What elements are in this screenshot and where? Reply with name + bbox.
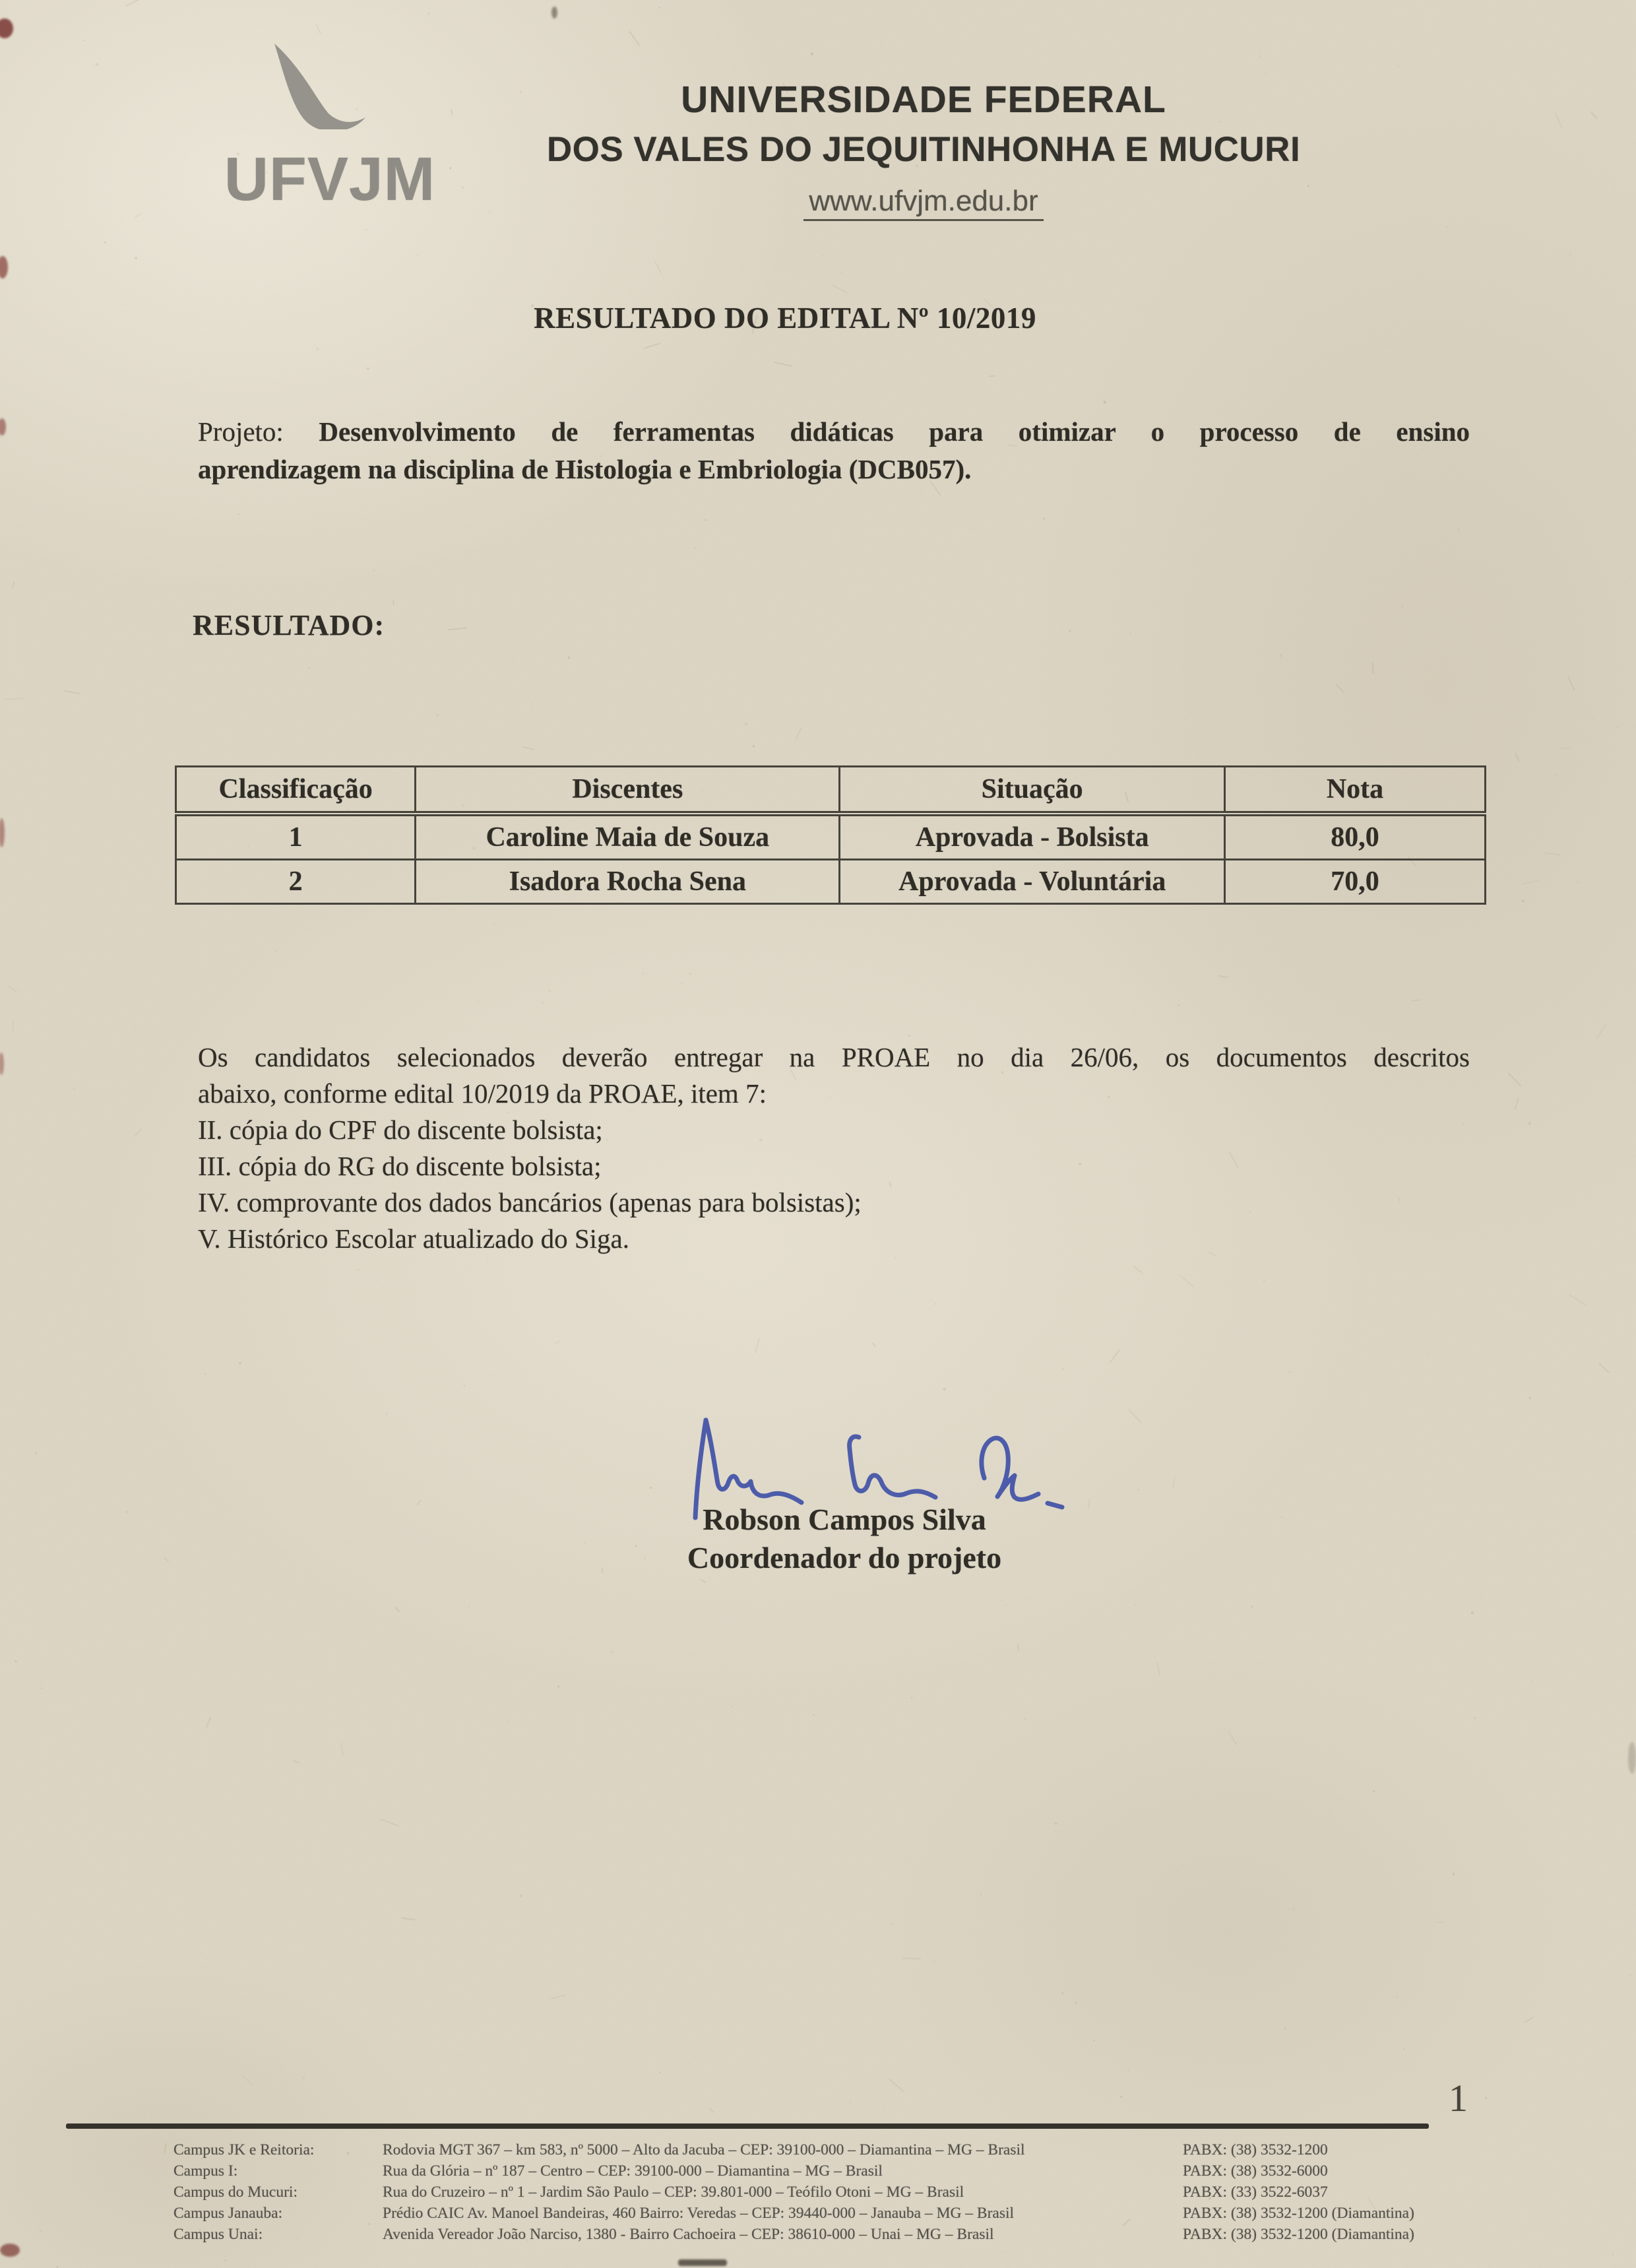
footer-divider — [66, 2123, 1429, 2129]
ufvjm-swoosh-icon — [265, 42, 371, 129]
scan-artifact — [1628, 1742, 1636, 1774]
campus-label: Campus do Mucuri: — [173, 2184, 298, 2201]
footer-row — [173, 2160, 1585, 2182]
column-header-situacao: Situação — [840, 767, 1225, 814]
campus-label: Campus JK e Reitoria: — [173, 2141, 315, 2158]
scan-artifact — [0, 256, 8, 278]
column-header-discentes: Discentes — [416, 767, 840, 814]
footer-addresses — [173, 2139, 1585, 2245]
campus-address: Avenida Vereador João Narciso, 1380 - Bairro Cachoeira – CEP: 38610-000 – Unai – MG – Brasil — [383, 2226, 994, 2243]
scan-artifact — [0, 1053, 4, 1075]
campus-phone: PABX: (33) 3522-6037 — [1183, 2184, 1328, 2201]
campus-phone: PABX: (38) 3532-1200 — [1183, 2141, 1328, 2158]
table-header-row — [176, 767, 1486, 814]
signatory-role: Coordenador do projeto — [687, 1541, 1002, 1574]
campus-label: Campus Janauba: — [173, 2205, 283, 2222]
campus-label: Campus Unai: — [173, 2226, 263, 2243]
university-name-line1: UNIVERSIDADE FEDERAL — [681, 79, 1166, 121]
project-description-line2: aprendizagem na disciplina de Histologia e Embriologia (DCB057). — [198, 454, 972, 484]
footer-row — [173, 2224, 1585, 2245]
footer-row — [173, 2139, 1585, 2160]
campus-address: Prédio CAIC Av. Manoel Bandeiras, 460 Bairro: Veredas – CEP: 39440-000 – Janauba – MG – Brasil — [383, 2205, 1015, 2222]
results-table — [175, 765, 1486, 905]
document-item: V. Histórico Escolar atualizado do Siga. — [198, 1223, 629, 1254]
scan-artifact — [0, 418, 6, 436]
table-cell-status: Aprovada - Voluntária — [840, 860, 1225, 904]
table-cell-student: Caroline Maia de Souza — [416, 814, 840, 860]
campus-phone: PABX: (38) 3532-1200 (Diamantina) — [1183, 2226, 1414, 2243]
scan-artifact — [0, 818, 5, 847]
result-heading: RESULTADO: — [193, 609, 385, 641]
campus-label: Campus I: — [173, 2162, 238, 2180]
campus-phone: PABX: (38) 3532-6000 — [1183, 2162, 1328, 2180]
campus-address: Rua da Glória – nº 187 – Centro – CEP: 39100-000 – Diamantina – MG – Brasil — [383, 2162, 883, 2180]
table-row — [176, 860, 1486, 904]
page-number: 1 — [1449, 2077, 1468, 2120]
document-item: II. cópia do CPF do discente bolsista; — [198, 1115, 603, 1145]
university-name-line2: DOS VALES DO JEQUITINHONHA E MUCURI — [546, 130, 1301, 169]
instructions-line1: Os candidatos selecionados deverão entregar na PROAE no dia 26/06, os documentos descritos — [198, 1042, 1470, 1072]
table-row — [176, 814, 1486, 860]
project-description-line1: Desenvolvimento de ferramentas didáticas para otimizar o processo de ensino — [319, 416, 1470, 447]
footer-row — [173, 2203, 1585, 2224]
project-paragraph — [198, 413, 1470, 451]
table-cell-rank: 2 — [176, 860, 416, 904]
document-title: RESULTADO DO EDITAL Nº 10/2019 — [534, 302, 1036, 335]
table-cell-student: Isadora Rocha Sena — [416, 860, 840, 904]
table-cell-status: Aprovada - Bolsista — [840, 814, 1225, 860]
project-label: Projeto: — [198, 416, 284, 447]
website-url: www.ufvjm.edu.br — [462, 185, 1385, 218]
campus-phone: PABX: (38) 3532-1200 (Diamantina) — [1183, 2205, 1414, 2222]
scan-artifact — [551, 7, 557, 18]
document-item: IV. comprovante dos dados bancários (apenas para bolsistas); — [198, 1187, 862, 1217]
logo-text: UFVJM — [224, 145, 436, 213]
table-cell-grade: 70,0 — [1224, 860, 1485, 904]
document-item: III. cópia do RG do discente bolsista; — [198, 1151, 602, 1181]
scan-artifact — [0, 2244, 20, 2257]
table-cell-grade: 80,0 — [1224, 814, 1485, 860]
column-header-classificacao: Classificação — [176, 767, 416, 814]
campus-address: Rua do Cruzeiro – nº 1 – Jardim São Paulo – CEP: 39.801-000 – Teófilo Otoni – MG – Brasil — [383, 2184, 964, 2201]
campus-address: Rodovia MGT 367 – km 583, nº 5000 – Alto da Jacuba – CEP: 39100-000 – Diamantina – MG – Brasil — [383, 2141, 1025, 2158]
footer-row — [173, 2182, 1585, 2203]
instructions-paragraph — [198, 1039, 1470, 1257]
table-cell-rank: 1 — [176, 814, 416, 860]
scan-artifact — [0, 18, 13, 38]
scan-artifact — [678, 2259, 727, 2266]
signatory-name: Robson Campos Silva — [703, 1503, 986, 1536]
instructions-line2: abaixo, conforme edital 10/2019 da PROAE, item 7: — [198, 1078, 767, 1109]
column-header-nota: Nota — [1224, 767, 1485, 814]
